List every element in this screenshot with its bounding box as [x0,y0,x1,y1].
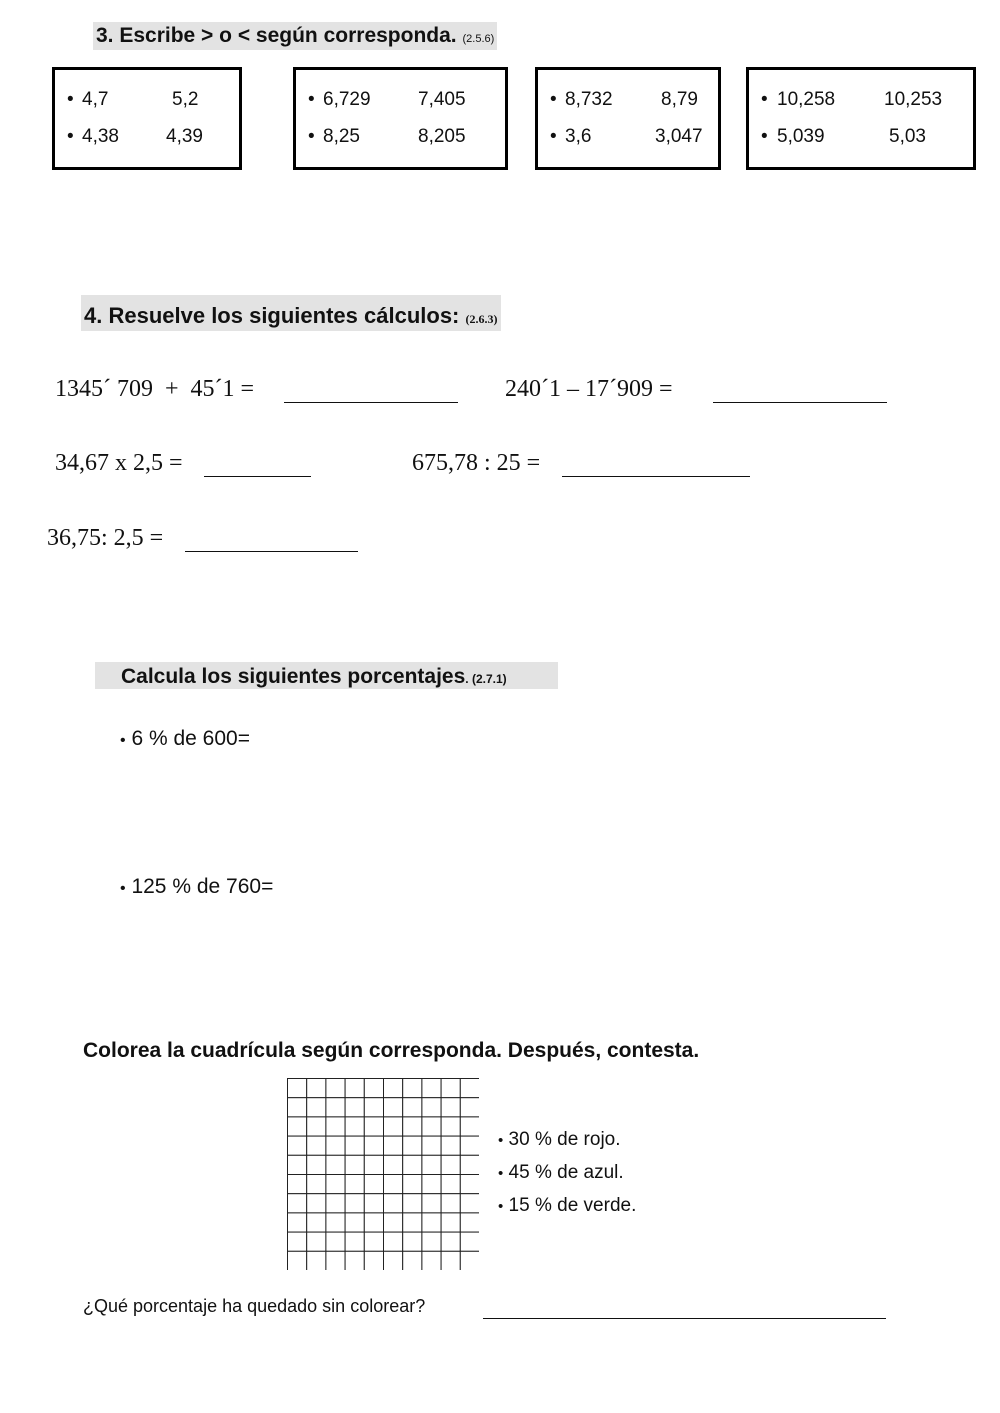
comparison-row [749,88,973,112]
percentages-heading: Calcula los siguientes porcentajes. (2.7.1) [95,662,558,689]
right-number: 10,253 [884,89,943,110]
comparison-row [296,125,505,149]
grid-cell[interactable] [403,1232,422,1251]
grid-cell[interactable] [441,1136,460,1155]
grid-cell[interactable] [422,1232,441,1251]
bullet-icon: • [67,89,74,110]
left-number: 8,732 [565,89,613,110]
grid-cell[interactable] [345,1098,364,1117]
legend-item-green [498,1190,636,1223]
grid-cell[interactable] [345,1232,364,1251]
left-number: 3,6 [565,126,592,147]
legend-text: 30 % de rojo. [508,1129,621,1150]
grid-cell[interactable] [307,1079,326,1098]
bullet-icon: • [550,89,557,110]
section-4-code: (2.6.3) [465,312,498,326]
comparison-row [55,88,239,112]
left-number: 10,258 [777,89,836,110]
grid-cell[interactable] [403,1117,422,1136]
grid-cell[interactable] [403,1079,422,1098]
percentages-code: (2.7.1) [471,672,507,686]
comparison-row [538,125,718,149]
calc-2: 240´1 – 17´909 = [505,376,673,402]
comparison-row [296,88,505,112]
grid-cell[interactable] [307,1213,326,1232]
grid-cell[interactable] [288,1194,307,1213]
grid-heading: Colorea la cuadrícula según corresponda. Después, contesta. [83,1039,700,1062]
grid-cell[interactable] [307,1175,326,1194]
grid-cell[interactable] [441,1232,460,1251]
percentage-question: 6 % de 600= [131,727,250,750]
grid-cell[interactable] [364,1136,383,1155]
percentage-item [120,874,273,902]
comparison-box-1 [52,67,242,170]
grid-cell[interactable] [326,1232,345,1251]
grid-cell[interactable] [307,1232,326,1251]
grid-cell[interactable] [326,1251,345,1270]
grid-cell[interactable] [422,1079,441,1098]
grid-cell[interactable] [422,1194,441,1213]
uncolored-question: ¿Qué porcentaje ha quedado sin colorear? [83,1296,426,1316]
grid-cell[interactable] [441,1079,460,1098]
grid-cell[interactable] [422,1098,441,1117]
grid-cell[interactable] [460,1213,479,1232]
answer-line[interactable] [284,374,458,403]
percentage-item [120,726,250,754]
grid-cell[interactable] [460,1251,479,1270]
grid-cell[interactable] [403,1098,422,1117]
calc-1: 1345´ 709 + 45´1 = [55,376,255,402]
grid-cell[interactable] [422,1117,441,1136]
comparison-row [55,125,239,149]
grid-cell[interactable] [403,1155,422,1174]
grid-cell[interactable] [345,1155,364,1174]
grid-cell[interactable] [384,1079,403,1098]
grid-cell[interactable] [460,1136,479,1155]
grid-cell[interactable] [307,1194,326,1213]
left-number: 6,729 [323,89,371,110]
grid-cell[interactable] [288,1232,307,1251]
grid-cell[interactable] [422,1213,441,1232]
grid-cell[interactable] [288,1251,307,1270]
grid-cell[interactable] [384,1232,403,1251]
comparison-row [538,88,718,112]
grid-cell[interactable] [345,1079,364,1098]
bullet-icon: • [550,126,557,147]
comparison-row [749,125,973,149]
grid-cell[interactable] [307,1117,326,1136]
grid-cell[interactable] [288,1098,307,1117]
answer-line[interactable] [713,374,887,403]
grid-cell[interactable] [326,1098,345,1117]
grid-cell[interactable] [326,1213,345,1232]
legend-text: 45 % de azul. [508,1162,624,1183]
grid-cell[interactable] [441,1251,460,1270]
grid-cell[interactable] [307,1251,326,1270]
answer-line[interactable] [483,1294,886,1319]
bullet-icon: • [67,126,74,147]
grid-cell[interactable] [441,1175,460,1194]
grid-cell[interactable] [288,1213,307,1232]
grid-cell[interactable] [364,1194,383,1213]
grid-cell[interactable] [441,1155,460,1174]
calc-5: 36,75: 2,5 = [47,525,164,551]
bullet-icon: • [120,880,126,897]
grid-cell[interactable] [384,1213,403,1232]
grid-cell[interactable] [326,1155,345,1174]
grid-cell[interactable] [441,1213,460,1232]
grid-cell[interactable] [288,1117,307,1136]
grid-cell[interactable] [307,1098,326,1117]
legend-item-red [498,1124,636,1157]
grid-cell[interactable] [364,1232,383,1251]
right-number: 3,047 [655,126,703,147]
legend-item-blue [498,1157,636,1190]
grid-cell[interactable] [403,1213,422,1232]
grid-cell[interactable] [364,1251,383,1270]
grid-cell[interactable] [384,1136,403,1155]
grid-cell[interactable] [460,1098,479,1117]
grid-cell[interactable] [326,1175,345,1194]
grid-cell[interactable] [403,1136,422,1155]
grid-svg[interactable] [287,1078,479,1270]
grid-cell[interactable] [384,1117,403,1136]
comparison-box-3 [535,67,721,170]
right-number: 8,205 [418,126,466,147]
grid-cell[interactable] [364,1175,383,1194]
answer-line[interactable] [204,448,311,477]
legend-text: 15 % de verde. [508,1195,637,1216]
grid-cell[interactable] [345,1117,364,1136]
bullet-icon: • [761,126,768,147]
grid-cell[interactable] [460,1155,479,1174]
calc-3: 34,67 x 2,5 = [55,450,183,476]
grid-cell[interactable] [345,1194,364,1213]
bullet-icon: • [308,89,315,110]
grid-cell[interactable] [288,1175,307,1194]
grid-cell[interactable] [288,1079,307,1098]
section-4-heading [81,295,501,331]
grid-cell[interactable] [384,1251,403,1270]
bullet-icon: • [498,1165,504,1182]
section-3-title: 3. Escribe > o < según corresponda. [96,24,457,47]
right-number: 5,03 [889,126,926,147]
grid-cell[interactable] [307,1155,326,1174]
grid-cell[interactable] [288,1136,307,1155]
grid-cell[interactable] [403,1251,422,1270]
grid-cell[interactable] [384,1175,403,1194]
section-4-title: 4. Resuelve los siguientes cálculos: [84,303,460,328]
grid-cell[interactable] [403,1194,422,1213]
bullet-icon: • [498,1132,504,1149]
grid-cell[interactable] [364,1213,383,1232]
grid-cell[interactable] [384,1098,403,1117]
grid-cell[interactable] [384,1194,403,1213]
grid-cell[interactable] [441,1117,460,1136]
grid-cell[interactable] [460,1232,479,1251]
grid-cell[interactable] [326,1117,345,1136]
right-number: 4,39 [166,126,203,147]
color-legend [498,1124,636,1223]
grid-cell[interactable] [460,1117,479,1136]
grid-cell[interactable] [345,1251,364,1270]
grid-cell[interactable] [364,1098,383,1117]
bullet-icon: • [498,1198,504,1215]
grid-cell[interactable] [422,1251,441,1270]
bullet-icon: • [120,732,126,749]
grid-cell[interactable] [441,1194,460,1213]
bullet-icon: • [308,126,315,147]
comparison-box-4 [746,67,976,170]
left-number: 5,039 [777,126,825,147]
grid-cell[interactable] [345,1136,364,1155]
grid-cell[interactable] [364,1117,383,1136]
percentages-title: Calcula los siguientes porcentajes [121,665,466,688]
grid-cell[interactable] [460,1194,479,1213]
calc-4: 675,78 : 25 = [412,450,541,476]
grid-cell[interactable] [422,1136,441,1155]
grid-cell[interactable] [307,1136,326,1155]
grid-cell[interactable] [288,1155,307,1174]
grid-cell[interactable] [345,1175,364,1194]
left-number: 4,38 [82,126,119,147]
grid-cell[interactable] [441,1098,460,1117]
right-number: 8,79 [661,89,698,110]
section-3-heading [93,22,497,50]
grid-cell[interactable] [326,1194,345,1213]
grid-cell[interactable] [422,1155,441,1174]
left-number: 8,25 [323,126,360,147]
coloring-grid[interactable] [287,1078,479,1270]
grid-cell[interactable] [403,1175,422,1194]
right-number: 5,2 [172,89,199,110]
grid-cell[interactable] [384,1155,403,1174]
grid-cell[interactable] [422,1175,441,1194]
section-3-code: (2.5.6) [462,33,495,45]
grid-cell[interactable] [326,1079,345,1098]
percentage-question: 125 % de 760= [131,875,274,898]
left-number: 4,7 [82,89,109,110]
grid-cell[interactable] [345,1213,364,1232]
grid-cell[interactable] [364,1155,383,1174]
answer-line[interactable] [185,523,358,552]
comparison-box-2 [293,67,508,170]
grid-cell[interactable] [460,1175,479,1194]
bullet-icon: • [761,89,768,110]
grid-cell[interactable] [326,1136,345,1155]
right-number: 7,405 [418,89,466,110]
grid-cell[interactable] [460,1079,479,1098]
answer-line[interactable] [562,448,750,477]
grid-cell[interactable] [364,1079,383,1098]
